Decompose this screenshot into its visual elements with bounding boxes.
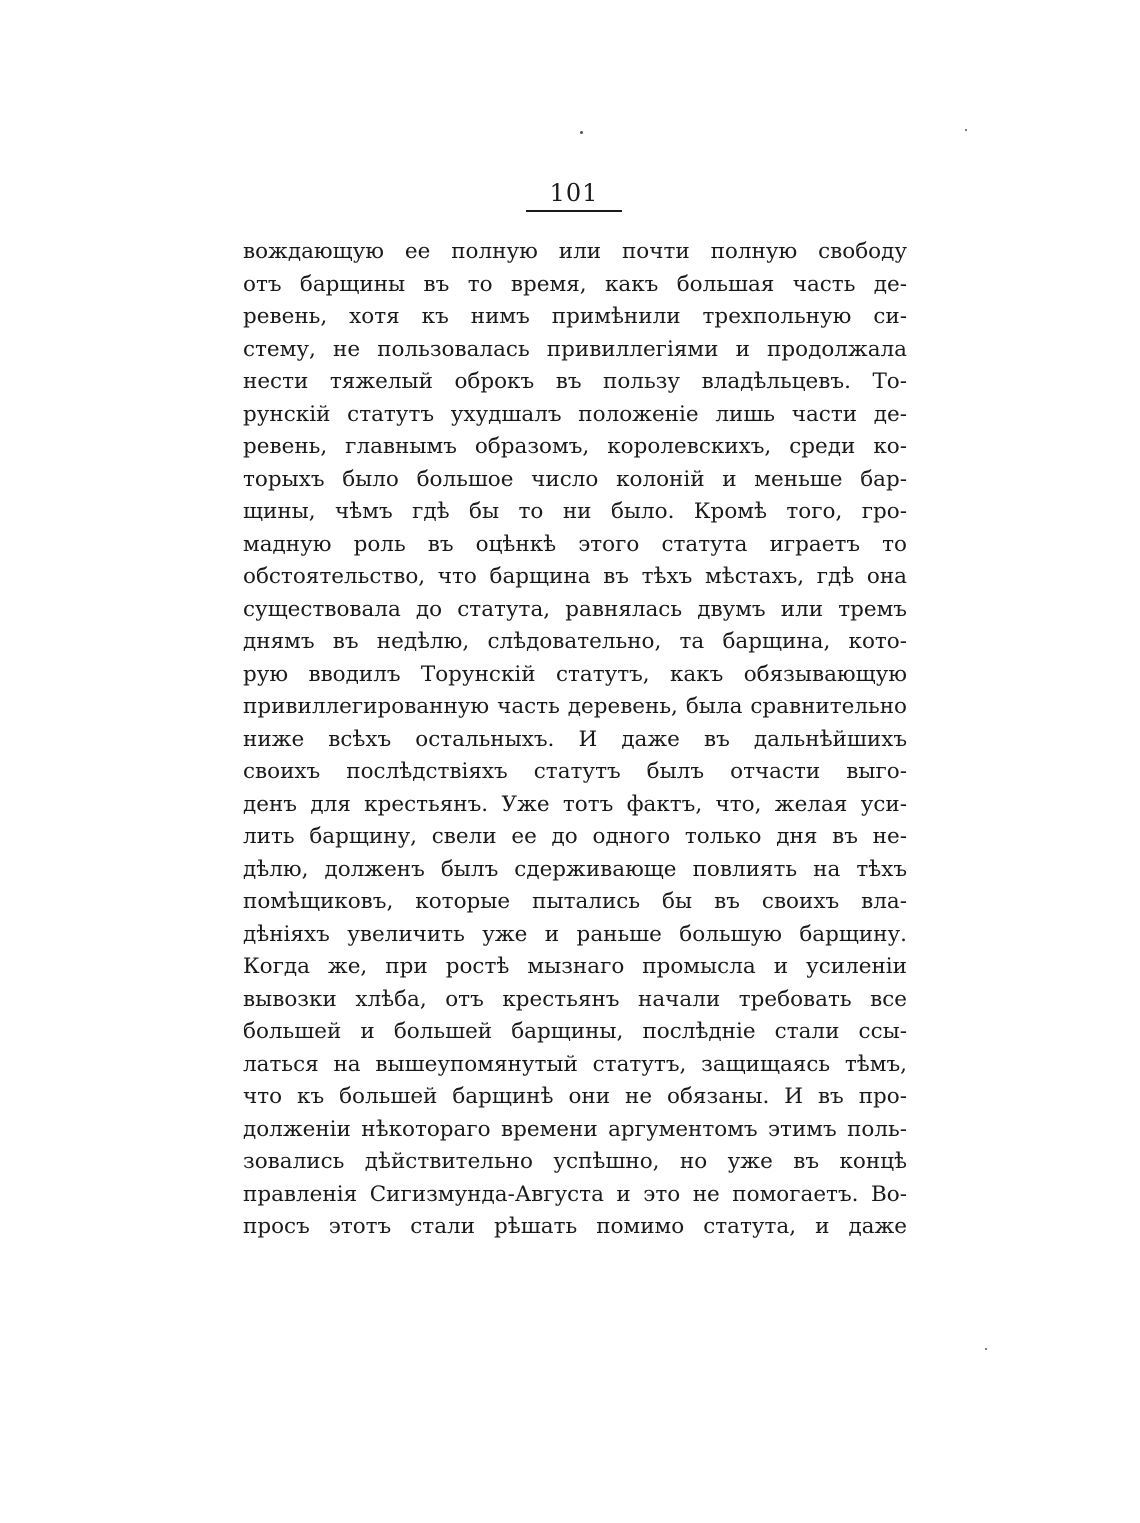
text-line: просъ этотъ стали рѣшать помимо статута, и даже (243, 1214, 907, 1239)
text-line: рунскій статутъ ухудшалъ положеніе лишь части де- (243, 401, 907, 427)
text-line: долженіи нѣкотораго времени аргументомъ этимъ поль- (243, 1116, 907, 1142)
scan-speck (985, 1348, 987, 1350)
text-line: своихъ послѣдствіяхъ статутъ былъ отчасти выго- (243, 759, 907, 784)
text-line: привиллегированную часть деревень, была сравнительно (243, 694, 907, 719)
text-line: правленія Сигизмунда-Августа и это не помогаетъ. Во- (243, 1181, 907, 1207)
text-line: что къ большей барщинѣ они не обязаны. И въ про- (243, 1084, 907, 1109)
text-line: ниже всѣхъ остальныхъ. И даже въ дальнѣйшихъ (243, 726, 907, 752)
text-line: мадную роль въ оцѣнкѣ этого статута играетъ то (243, 531, 907, 557)
text-line: рую вводилъ Торунскій статутъ, какъ обязывающую (243, 661, 907, 687)
text-line: лить барщину, свели ее до одного только дня въ не- (243, 824, 907, 849)
text-line: существовала до статута, равнялась двумъ или тремъ (243, 596, 907, 622)
text-line: отъ барщины въ то время, какъ большая часть де- (243, 271, 907, 297)
text-line: помѣщиковъ, которые пытались бы въ своихъ вла- (243, 889, 907, 914)
text-line: нести тяжелый оброкъ въ пользу владѣльцевъ. То- (243, 369, 907, 394)
scan-speck (965, 129, 967, 131)
text-line: большей и большей барщины, послѣдніе стали ссы- (243, 1019, 907, 1044)
text-line: днямъ въ недѣлю, слѣдовательно, та барщина, кото- (243, 629, 907, 654)
text-line: щины, чѣмъ гдѣ бы то ни было. Кромѣ того, гро- (243, 499, 907, 524)
text-line: зовались дѣйствительно успѣшно, но уже въ концѣ (243, 1149, 907, 1174)
text-line: торыхъ было большое число колоній и меньше бар- (243, 466, 907, 492)
page-number: 101 (549, 179, 599, 207)
text-line: вождающую ее полную или почти полную свободу (243, 239, 907, 264)
text-line: Когда же, при ростѣ мызнаго промысла и усиленіи (243, 954, 907, 979)
body-text (243, 236, 907, 1244)
text-line: дѣлю, долженъ былъ сдерживающе повлиять на тѣхъ (243, 856, 907, 882)
page-number-rule (526, 210, 622, 212)
text-line: обстоятельство, что барщина въ тѣхъ мѣстахъ, гдѣ она (243, 564, 907, 589)
text-line: ревень, главнымъ образомъ, королевскихъ, среди ко- (243, 434, 907, 459)
scan-speck (580, 131, 583, 134)
text-line: денъ для крестьянъ. Уже тотъ фактъ, что, желая уси- (243, 791, 907, 817)
text-line: стему, не пользовалась привиллегіями и продолжала (243, 336, 907, 362)
text-line: дѣніяхъ увеличить уже и раньше большую барщину. (243, 921, 907, 947)
text-line: ревень, хотя къ нимъ примѣнили трехпольную си- (243, 304, 907, 329)
text-line: вывозки хлѣба, отъ крестьянъ начали требовать все (243, 986, 907, 1012)
text-line: латься на вышеупомянутый статутъ, защищаясь тѣмъ, (243, 1051, 907, 1077)
